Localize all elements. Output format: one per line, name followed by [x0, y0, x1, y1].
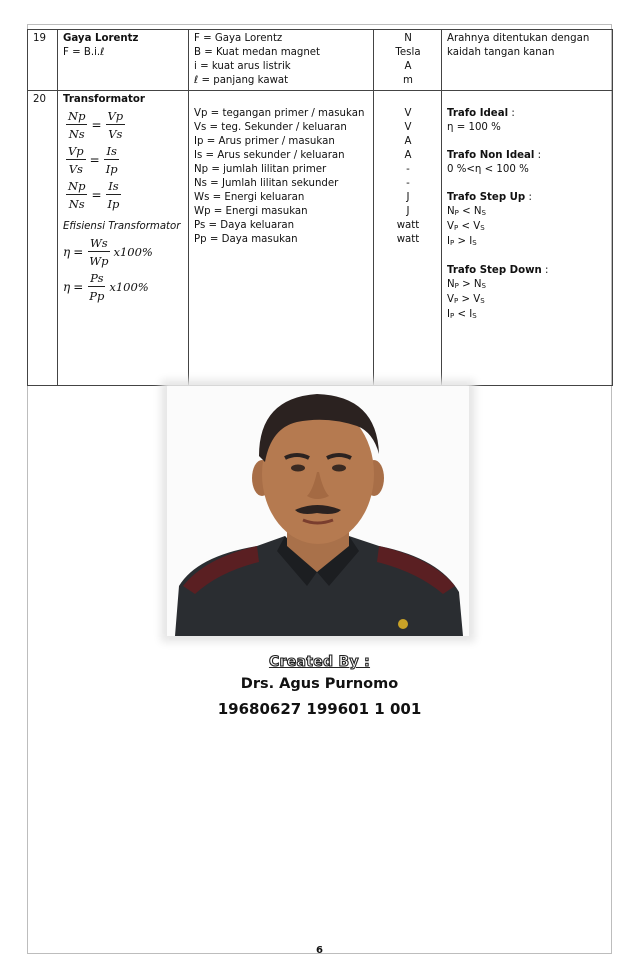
equals-sign: = — [91, 117, 102, 132]
stepup-line — [447, 235, 608, 250]
stepdown-line — [447, 278, 608, 293]
numerator: Vp — [107, 108, 124, 123]
nonideal-value: 0 %<η < 100 % — [447, 164, 529, 175]
unit-line: watt — [396, 220, 420, 231]
table-row-20 — [28, 91, 613, 386]
topic-cell — [58, 30, 189, 91]
ideal-head-text: Trafo Ideal — [447, 108, 509, 119]
colon: : — [534, 150, 542, 161]
symbol-line: F = Gaya Lorentz — [194, 33, 283, 44]
stepup-line — [447, 205, 608, 220]
symbol-line: Np = jumlah lilitan primer — [194, 164, 327, 175]
multiplier: x100% — [113, 244, 153, 259]
var: V — [473, 221, 481, 232]
symbol-line: Vp = tegangan primer / masukan — [194, 108, 365, 119]
subscript: P — [454, 282, 459, 290]
subscript: P — [450, 239, 455, 247]
stepup-head-text: Trafo Step Up — [447, 192, 526, 203]
unit-line: - — [406, 178, 410, 189]
eta-symbol: η — [63, 244, 71, 259]
topic-cell — [58, 91, 189, 386]
ratio-formula — [63, 177, 184, 212]
unit-line: J — [406, 206, 410, 217]
denominator: Ns — [68, 196, 85, 211]
var: V — [447, 294, 454, 305]
unit-line: - — [406, 164, 410, 175]
subscript: P — [453, 224, 459, 232]
row-number: 20 — [28, 91, 58, 386]
symbols-cell — [189, 91, 374, 386]
var: I — [469, 236, 473, 247]
unit-line: Tesla — [395, 47, 421, 58]
fraction — [106, 109, 126, 141]
equals-sign: = — [91, 187, 102, 202]
author-photo — [167, 386, 469, 636]
unit-line: watt — [396, 234, 420, 245]
denominator: Pp — [89, 288, 105, 303]
formula-text: F = B.i.ℓ — [63, 47, 105, 58]
subscript: S — [481, 282, 486, 290]
note-line: Arahnya ditentukan dengan — [447, 33, 590, 44]
table-row-19 — [28, 30, 613, 91]
subscript: S — [480, 297, 485, 305]
ratio-formula — [63, 142, 184, 177]
author-nip: 19680627 199601 1 001 — [217, 700, 422, 718]
subscript: S — [472, 239, 477, 247]
units-cell — [374, 30, 442, 91]
note-line: kaidah tangan kanan — [447, 47, 555, 58]
page-number: 6 — [316, 945, 323, 956]
row-number: 19 — [28, 30, 58, 91]
symbol-line: Ps = Daya keluaran — [194, 220, 295, 231]
var: N — [473, 279, 482, 290]
fraction — [66, 109, 87, 141]
symbol-line: i = kuat arus listrik — [194, 61, 291, 72]
efficiency-title: Efisiensi Transformator — [63, 221, 181, 232]
stepdown-heading — [447, 264, 608, 278]
denominator: Wp — [89, 253, 109, 268]
unit-line: N — [404, 33, 412, 44]
units-cell — [374, 91, 442, 386]
denominator: Ip — [105, 161, 118, 176]
var: N — [447, 279, 455, 290]
colon: : — [541, 265, 549, 276]
var: V — [447, 221, 454, 232]
symbol-line: Is = Arus sekunder / keluaran — [194, 150, 345, 161]
var: I — [469, 309, 473, 320]
numerator: Ps — [90, 270, 104, 285]
symbols-cell — [189, 30, 374, 91]
nonideal-heading — [447, 149, 608, 163]
stepdown-head-text: Trafo Step Down — [447, 265, 542, 276]
var: I — [447, 309, 451, 320]
efficiency-formula — [63, 269, 184, 304]
fraction — [104, 144, 120, 176]
var: V — [473, 294, 481, 305]
credit-title: Created By : — [268, 654, 371, 670]
colon: : — [525, 192, 532, 203]
var: I — [447, 236, 451, 247]
numerator: Np — [68, 178, 86, 193]
topic-title: Transformator — [63, 94, 145, 105]
efficiency-formula — [63, 234, 184, 269]
formula-table — [27, 29, 613, 386]
operator: < — [458, 221, 474, 232]
notes-cell — [442, 30, 613, 91]
subscript: S — [472, 312, 477, 320]
operator: < — [458, 206, 474, 217]
denominator: Ip — [107, 196, 120, 211]
stepdown-line — [447, 293, 608, 308]
symbol-line: ℓ = panjang kawat — [194, 75, 289, 86]
nonideal-head-text: Trafo Non Ideal — [447, 150, 535, 161]
operator: > — [454, 236, 470, 247]
ratio-formula — [63, 107, 184, 142]
denominator: Vs — [108, 126, 123, 141]
stepup-line — [447, 220, 608, 235]
stepdown-line — [447, 308, 608, 323]
numerator: Is — [106, 143, 117, 158]
subscript: P — [454, 209, 459, 217]
denominator: Ns — [68, 126, 85, 141]
symbol-line: Ns = Jumlah lilitan sekunder — [194, 178, 339, 189]
unit-line: V — [404, 108, 412, 119]
subscript: S — [480, 224, 485, 232]
operator: < — [454, 309, 470, 320]
ideal-heading — [447, 107, 608, 121]
eta-symbol: η — [63, 279, 71, 294]
var: N — [447, 206, 455, 217]
notes-cell — [442, 91, 613, 386]
var: N — [473, 206, 482, 217]
unit-line: A — [404, 61, 412, 72]
equals-sign: = — [73, 279, 84, 294]
portrait-illustration — [167, 386, 469, 636]
author-name: Drs. Agus Purnomo — [240, 676, 399, 692]
numerator: Vp — [68, 143, 84, 158]
equals-sign: = — [89, 152, 100, 167]
unit-line: A — [404, 150, 412, 161]
symbol-line: Ws = Energi keluaran — [194, 192, 305, 203]
fraction — [87, 236, 110, 268]
multiplier: x100% — [109, 279, 149, 294]
unit-line: A — [404, 136, 412, 147]
numerator: Is — [108, 178, 119, 193]
symbol-line: Ip = Arus primer / masukan — [194, 136, 335, 147]
subscript: P — [453, 297, 459, 305]
symbol-line: B = Kuat medan magnet — [194, 47, 321, 58]
subscript: S — [481, 209, 486, 217]
stepup-heading — [447, 191, 608, 205]
fraction — [66, 179, 87, 211]
symbol-line: Vs = teg. Sekunder / keluaran — [194, 122, 347, 133]
unit-line: J — [406, 192, 410, 203]
unit-line: m — [403, 75, 413, 86]
topic-title: Gaya Lorentz — [63, 33, 139, 44]
denominator: Vs — [68, 161, 83, 176]
subscript: P — [450, 312, 455, 320]
symbol-line: Pp = Daya masukan — [194, 234, 298, 245]
numerator: Np — [68, 108, 86, 123]
fraction — [106, 179, 122, 211]
fraction — [87, 271, 106, 303]
numerator: Ws — [89, 235, 108, 250]
symbol-line: Wp = Energi masukan — [194, 206, 308, 217]
ideal-value: η = 100 % — [447, 122, 501, 133]
operator: > — [458, 279, 474, 290]
colon: : — [508, 108, 515, 119]
equals-sign: = — [73, 244, 84, 259]
operator: > — [458, 294, 474, 305]
unit-line: V — [404, 122, 412, 133]
fraction — [66, 144, 86, 176]
